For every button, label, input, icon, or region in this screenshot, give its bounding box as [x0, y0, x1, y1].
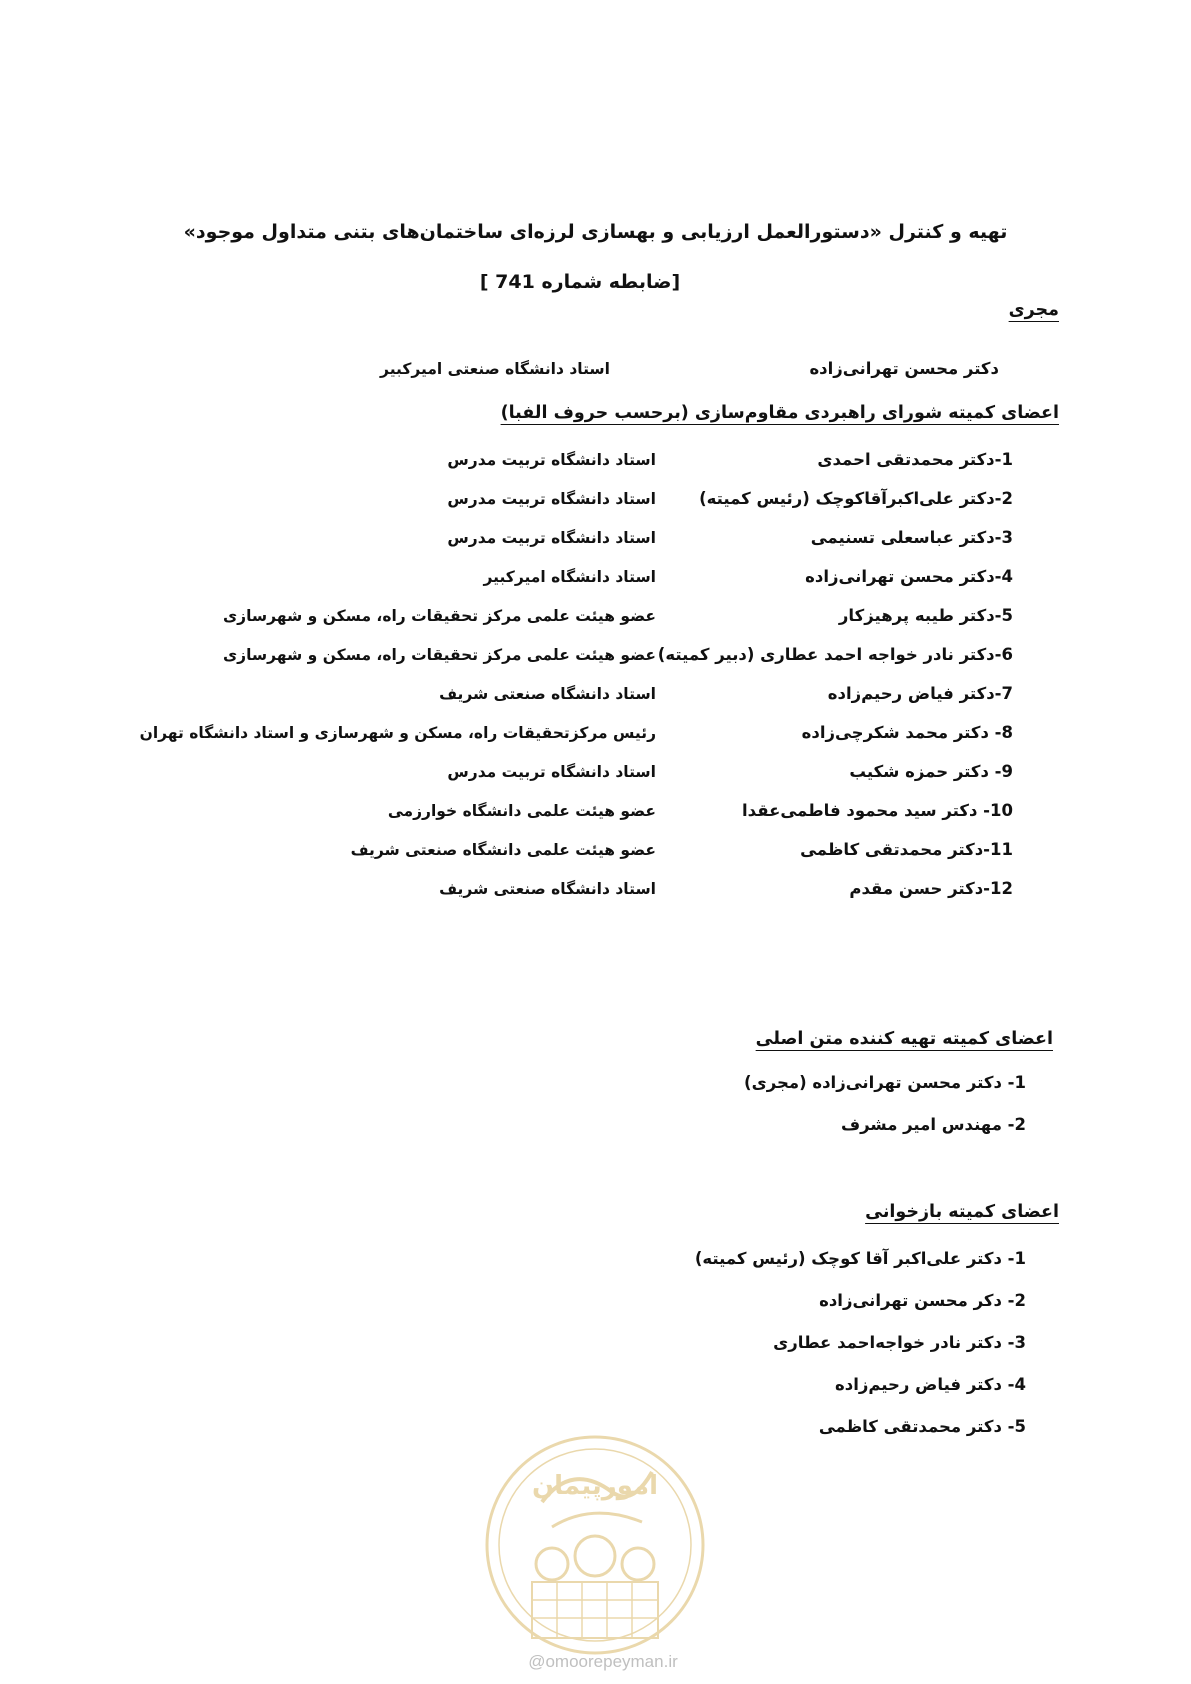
council-member-row — [0, 525, 1191, 551]
member-name: 5-دکتر طیبه پرهیزکار — [838, 606, 1013, 625]
drafting-heading: اعضای کمیته تهیه کننده متن اصلی — [755, 1029, 1053, 1049]
review-member: 4- دکتر فیاض رحیم‌زاده — [835, 1375, 1026, 1394]
council-heading: اعضای کمیته شورای راهبردی مقاوم‌سازی (برحسب حروف الفبا) — [500, 403, 1059, 423]
member-affiliation: استاد دانشگاه امیرکبیر — [483, 568, 656, 586]
executor-heading: مجری — [1008, 300, 1059, 320]
member-name: 9- دکتر حمزه شکیب — [849, 762, 1013, 781]
watermark-text: @omoorepeyman.ir — [528, 1652, 678, 1671]
member-affiliation: عضو هیئت علمی مرکز تحقیقات راه، مسکن و شهرسازی — [222, 607, 656, 625]
council-member-row — [0, 876, 1191, 902]
council-member-row — [0, 642, 1191, 668]
council-member-row — [0, 759, 1191, 785]
executor-affiliation: استاد دانشگاه صنعتی امیرکبیر — [380, 360, 610, 378]
drafting-member: 1- دکتر محسن تهرانی‌زاده (مجری) — [744, 1073, 1026, 1092]
member-affiliation: استاد دانشگاه تربیت مدرس — [447, 529, 656, 547]
council-member-row — [0, 564, 1191, 590]
member-affiliation: استاد دانشگاه صنعتی شریف — [439, 880, 656, 898]
member-name: 1-دکتر محمدتقی احمدی — [817, 450, 1013, 469]
member-name: 2-دکتر علی‌اکبرآقاکوچک (رئیس کمیته) — [699, 489, 1013, 508]
council-member-row — [0, 603, 1191, 629]
document-subtitle: [ضابطه شماره 741 ] — [479, 271, 681, 293]
member-affiliation: استاد دانشگاه صنعتی شریف — [439, 685, 656, 703]
council-member-row — [0, 486, 1191, 512]
member-affiliation: استاد دانشگاه تربیت مدرس — [447, 763, 656, 781]
member-affiliation: استاد دانشگاه تربیت مدرس — [447, 451, 656, 469]
review-member: 2- دکر محسن تهرانی‌زاده — [819, 1291, 1026, 1310]
member-name: 8- دکتر محمد شکرچی‌زاده — [801, 723, 1013, 742]
member-affiliation: رئیس مرکزتحقیقات راه، مسکن و شهرسازی و استاد دانشگاه تهران — [139, 724, 656, 742]
member-name: 7-دکتر فیاض رحیم‌زاده — [827, 684, 1013, 703]
executor-name: دکتر محسن تهرانی‌زاده — [809, 359, 999, 378]
council-member-row — [0, 681, 1191, 707]
logo-stamp-icon — [482, 1432, 708, 1658]
member-affiliation: عضو هیئت علمی مرکز تحقیقات راه، مسکن و شهرسازی — [222, 646, 656, 664]
council-member-row — [0, 837, 1191, 863]
document-title: تهیه و کنترل «دستورالعمل ارزیابی و بهسازی لرزه‌ای ساختمان‌های بتنی متداول موجود» — [183, 221, 1008, 243]
member-name: 11-دکتر محمدتقی کاظمی — [800, 840, 1013, 859]
council-member-row — [0, 720, 1191, 746]
review-member: 5- دکتر محمدتقی کاظمی — [818, 1417, 1026, 1436]
review-member: 1- دکتر علی‌اکبر آقا کوچک (رئیس کمیته) — [694, 1249, 1026, 1268]
council-member-row — [0, 798, 1191, 824]
member-name: 3-دکتر عباسعلی تسنیمی — [810, 528, 1013, 547]
member-affiliation: استاد دانشگاه تربیت مدرس — [447, 490, 656, 508]
review-heading: اعضای کمیته بازخوانی — [865, 1202, 1059, 1222]
member-name: 4-دکتر محسن تهرانی‌زاده — [805, 567, 1013, 586]
review-member: 3- دکتر نادر خواجه‌احمد عطاری — [773, 1333, 1026, 1352]
member-affiliation: عضو هیئت علمی دانشگاه صنعتی شریف — [350, 841, 656, 859]
stamp-text: امورپیمان — [531, 1471, 659, 1501]
council-member-row — [0, 447, 1191, 473]
member-name: 6-دکتر نادر خواجه احمد عطاری (دبیر کمیته) — [657, 645, 1013, 664]
member-name: 10- دکتر سید محمود فاطمی‌عقدا — [742, 801, 1013, 820]
member-name: 12-دکتر حسن مقدم — [849, 879, 1013, 898]
drafting-member: 2- مهندس امیر مشرف — [840, 1115, 1026, 1134]
member-affiliation: عضو هیئت علمی دانشگاه خوارزمی — [387, 802, 656, 820]
